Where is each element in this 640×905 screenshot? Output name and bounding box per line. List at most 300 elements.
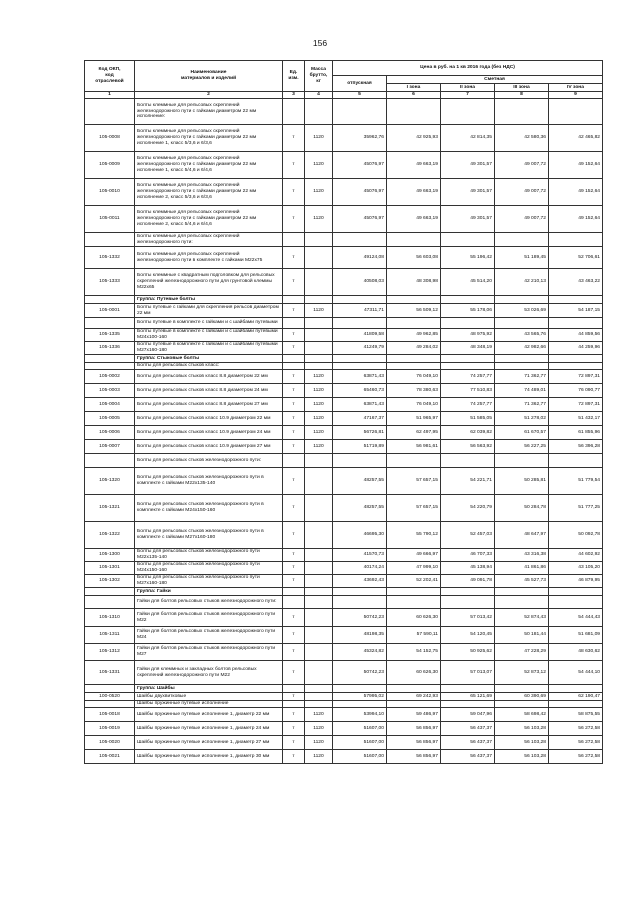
zone-2-price-cell: 42 814,35 bbox=[441, 125, 495, 152]
code-cell: 105-0018 bbox=[85, 708, 135, 722]
name-cell: Болты для рельсовых стыков класс 10.9 диаметром 22 мм bbox=[135, 412, 283, 426]
release-price-cell: 56726,81 bbox=[333, 426, 387, 440]
code-cell: 105-1312 bbox=[85, 644, 135, 661]
table-row bbox=[85, 736, 603, 750]
mass-cell: 1120 bbox=[305, 736, 333, 750]
zone-2-price-cell bbox=[441, 588, 495, 596]
zone-4-price-cell: 49 152,64 bbox=[549, 206, 603, 233]
table-row bbox=[85, 206, 603, 233]
zone-2-price-cell: 48 975,92 bbox=[441, 329, 495, 342]
zone-1-price-cell: 60 626,30 bbox=[387, 609, 441, 627]
unit-cell: т bbox=[283, 495, 305, 522]
zone-1-price-cell bbox=[387, 233, 441, 247]
column-number-cell: 8 bbox=[495, 92, 549, 99]
zone-3-price-cell bbox=[495, 454, 549, 468]
unit-cell: т bbox=[283, 750, 305, 764]
name-cell: Болты путевые в комплекте с гайками и с шайбами путевыми М24х100-160 bbox=[135, 329, 283, 342]
zone-3-price-cell bbox=[495, 296, 549, 304]
release-price-cell bbox=[333, 363, 387, 370]
table-row bbox=[85, 247, 603, 269]
code-cell bbox=[85, 296, 135, 304]
zone-4-price-cell: 44 259,96 bbox=[549, 342, 603, 355]
release-price-cell: 47167,37 bbox=[333, 412, 387, 426]
mass-cell: 1120 bbox=[305, 304, 333, 318]
table-row bbox=[85, 269, 603, 296]
release-price-cell: 63871,43 bbox=[333, 370, 387, 384]
unit-cell: т bbox=[283, 384, 305, 398]
zone-4-price-cell: 49 152,64 bbox=[549, 152, 603, 179]
zone-1-price-cell: 69 242,93 bbox=[387, 693, 441, 701]
name-cell: Гайки для болтов рельсовых стыков железнодорожного пути: bbox=[135, 596, 283, 609]
code-cell bbox=[85, 318, 135, 329]
table-row bbox=[85, 398, 603, 412]
code-cell: 105-1332 bbox=[85, 247, 135, 269]
unit-cell: т bbox=[283, 179, 305, 206]
mass-cell bbox=[305, 562, 333, 575]
name-cell: Гайки для болтов рельсовых стыков железнодорожного пути М24 bbox=[135, 627, 283, 644]
zone-2-price-cell: 57 013,07 bbox=[441, 661, 495, 685]
code-cell: 105-1335 bbox=[85, 329, 135, 342]
zone-2-price-cell bbox=[441, 454, 495, 468]
zone-3-price-cell: 48 647,97 bbox=[495, 522, 549, 549]
zone-3-price-cell bbox=[495, 233, 549, 247]
name-cell: Болты клеммные для рельсовых скреплений железнодорожного пути в комплекте с гайками М22х75 bbox=[135, 247, 283, 269]
unit-cell bbox=[283, 685, 305, 693]
zone-2-price-cell: 77 510,83 bbox=[441, 384, 495, 398]
code-cell: 105-1311 bbox=[85, 627, 135, 644]
mass-cell bbox=[305, 701, 333, 708]
zone-1-price-cell: 57 590,11 bbox=[387, 627, 441, 644]
code-cell: 105-0020 bbox=[85, 736, 135, 750]
name-cell: Болты для рельсовых стыков железнодорожного пути в комплекте с гайками М22х135-140 bbox=[135, 468, 283, 495]
zone-1-price-cell: 47 999,10 bbox=[387, 562, 441, 575]
zone-3-price-cell: 49 007,72 bbox=[495, 206, 549, 233]
zone-3-price-cell: 60 390,69 bbox=[495, 693, 549, 701]
code-cell: 105-0007 bbox=[85, 440, 135, 454]
release-price-cell bbox=[333, 701, 387, 708]
column-number-cell: 1 bbox=[85, 92, 135, 99]
zone-4-price-cell: 54 187,15 bbox=[549, 304, 603, 318]
name-cell: Болты для рельсовых стыков железнодорожного пути М27х160-180 bbox=[135, 575, 283, 588]
release-price-cell: 57995,02 bbox=[333, 693, 387, 701]
code-cell: 105-1302 bbox=[85, 575, 135, 588]
release-price-cell: 45076,97 bbox=[333, 179, 387, 206]
release-price-cell: 41249,79 bbox=[333, 342, 387, 355]
name-cell: Болты клеммные для рельсовых скреплений железнодорожного пути: bbox=[135, 233, 283, 247]
release-price-cell: 45076,97 bbox=[333, 152, 387, 179]
code-cell: 105-1322 bbox=[85, 522, 135, 549]
name-cell: Болты путевые в комплекте с гайками и с шайбами путевыми bbox=[135, 318, 283, 329]
zone-1-header: I зона bbox=[387, 84, 441, 92]
table-row bbox=[85, 708, 603, 722]
zone-4-price-cell: 72 897,31 bbox=[549, 370, 603, 384]
release-price-cell: 48257,55 bbox=[333, 468, 387, 495]
code-cell bbox=[85, 454, 135, 468]
zone-2-price-cell: 74 257,77 bbox=[441, 398, 495, 412]
release-price-cell: 35962,76 bbox=[333, 125, 387, 152]
zone-2-price-cell: 54 221,71 bbox=[441, 468, 495, 495]
zone-3-price-cell bbox=[495, 588, 549, 596]
unit-cell: т bbox=[283, 342, 305, 355]
unit-cell: т bbox=[283, 370, 305, 384]
table-row bbox=[85, 750, 603, 764]
mass-cell: 1120 bbox=[305, 440, 333, 454]
table-row bbox=[85, 495, 603, 522]
mass-cell: 1120 bbox=[305, 426, 333, 440]
table-row bbox=[85, 522, 603, 549]
zone-2-header: II зона bbox=[441, 84, 495, 92]
mass-cell bbox=[305, 296, 333, 304]
code-cell: 105-0008 bbox=[85, 125, 135, 152]
zone-4-price-cell bbox=[549, 588, 603, 596]
zone-4-price-cell: 72 897,31 bbox=[549, 398, 603, 412]
name-cell: Группа: Шайбы bbox=[135, 685, 283, 693]
zone-4-price-cell bbox=[549, 318, 603, 329]
zone-4-price-cell: 51 777,25 bbox=[549, 495, 603, 522]
unit-cell bbox=[283, 454, 305, 468]
zone-2-price-cell: 55 196,42 bbox=[441, 247, 495, 269]
group-row bbox=[85, 296, 603, 304]
table-row bbox=[85, 179, 603, 206]
zone-4-price-cell bbox=[549, 99, 603, 125]
column-number-cell: 4 bbox=[305, 92, 333, 99]
unit-cell bbox=[283, 701, 305, 708]
mass-cell: 1120 bbox=[305, 750, 333, 764]
mass-cell bbox=[305, 549, 333, 562]
release-price-cell: 51607,00 bbox=[333, 722, 387, 736]
zone-1-price-cell: 49 666,97 bbox=[387, 549, 441, 562]
release-price-cell bbox=[333, 318, 387, 329]
release-price-cell: 51719,89 bbox=[333, 440, 387, 454]
name-cell: Болты клеммные для рельсовых скреплений железнодорожного пути с гайками диаметром 22 мм исполнение 2, класс 5/4,6 и 6/4,6 bbox=[135, 206, 283, 233]
zone-3-price-cell: 51 278,02 bbox=[495, 412, 549, 426]
zone-4-price-cell: 62 190,47 bbox=[549, 693, 603, 701]
zone-3-price-cell: 56 103,28 bbox=[495, 736, 549, 750]
release-price-cell: 65460,73 bbox=[333, 384, 387, 398]
code-cell: 105-0019 bbox=[85, 722, 135, 736]
name-cell: Гайки для болтов рельсовых стыков железнодорожного пути М27 bbox=[135, 644, 283, 661]
table-row bbox=[85, 693, 603, 701]
zone-1-price-cell: 52 202,41 bbox=[387, 575, 441, 588]
zone-4-price-cell bbox=[549, 454, 603, 468]
table-row bbox=[85, 722, 603, 736]
code-cell: 105-1301 bbox=[85, 562, 135, 575]
zone-4-price-cell: 56 272,58 bbox=[549, 736, 603, 750]
unit-cell: т bbox=[283, 609, 305, 627]
name-cell: Болты клеммные для рельсовых скреплений железнодорожного пути с гайками диаметром 22 мм исполнение 1, класс 5/3,6 и 6/3,6 bbox=[135, 125, 283, 152]
name-cell: Шайбы пружинные путевые исполнение 1, диаметр 24 мм bbox=[135, 722, 283, 736]
code-cell: 105-0006 bbox=[85, 426, 135, 440]
release-price-cell: 50742,23 bbox=[333, 609, 387, 627]
table-row bbox=[85, 549, 603, 562]
unit-cell: т bbox=[283, 269, 305, 296]
name-cell: Болты клеммные для рельсовых скреплений железнодорожного пути с гайками диаметром 22 мм исполнение: bbox=[135, 99, 283, 125]
zone-4-price-cell bbox=[549, 233, 603, 247]
zone-4-price-cell: 48 630,62 bbox=[549, 644, 603, 661]
column-number-cell: 5 bbox=[333, 92, 387, 99]
price-title: Цена в руб. на 1 кв 2016 года (без НДС) bbox=[333, 61, 603, 76]
name-cell: Шайбы пружинные путевые исполнение 1, диаметр 27 мм bbox=[135, 736, 283, 750]
code-cell: 105-1333 bbox=[85, 269, 135, 296]
zone-4-price-cell: 54 444,43 bbox=[549, 609, 603, 627]
zone-2-price-cell bbox=[441, 355, 495, 363]
column-number-row bbox=[85, 92, 603, 99]
zone-1-price-cell bbox=[387, 318, 441, 329]
mass-cell bbox=[305, 329, 333, 342]
code-cell: 105-0002 bbox=[85, 370, 135, 384]
zone-2-price-cell: 57 013,42 bbox=[441, 609, 495, 627]
mass-cell: 1120 bbox=[305, 370, 333, 384]
code-header: Код ОКП, код отраслевой bbox=[85, 61, 135, 92]
zone-1-price-cell: 56 603,08 bbox=[387, 247, 441, 269]
mass-header: Масса брутто, кг bbox=[305, 61, 333, 92]
unit-cell: т bbox=[283, 247, 305, 269]
name-cell: Болты для рельсовых стыков железнодорожного пути М24х150-160 bbox=[135, 562, 283, 575]
mass-cell bbox=[305, 588, 333, 596]
zone-1-price-cell: 57 657,15 bbox=[387, 468, 441, 495]
mass-cell: 1120 bbox=[305, 398, 333, 412]
zone-3-price-cell: 74 489,01 bbox=[495, 384, 549, 398]
zone-3-price-cell: 58 698,42 bbox=[495, 708, 549, 722]
unit-cell: т bbox=[283, 549, 305, 562]
zone-3-price-cell: 52 873,12 bbox=[495, 661, 549, 685]
zone-3-price-cell: 71 362,77 bbox=[495, 398, 549, 412]
mass-cell: 1120 bbox=[305, 384, 333, 398]
zone-1-price-cell: 49 663,19 bbox=[387, 152, 441, 179]
zone-2-price-cell: 62 039,82 bbox=[441, 426, 495, 440]
code-cell: 100-0520 bbox=[85, 693, 135, 701]
zone-4-price-cell: 43 463,22 bbox=[549, 269, 603, 296]
code-cell: 105-0003 bbox=[85, 384, 135, 398]
zone-3-price-cell bbox=[495, 596, 549, 609]
estimate-price-header: Сметная bbox=[387, 76, 603, 84]
code-cell: 105-1331 bbox=[85, 661, 135, 685]
zone-1-price-cell: 60 626,30 bbox=[387, 661, 441, 685]
unit-cell: т bbox=[283, 708, 305, 722]
zone-4-price-cell bbox=[549, 363, 603, 370]
zone-3-price-cell: 61 670,57 bbox=[495, 426, 549, 440]
zone-3-price-cell: 45 527,73 bbox=[495, 575, 549, 588]
unit-cell: т bbox=[283, 468, 305, 495]
zone-1-price-cell bbox=[387, 685, 441, 693]
zone-3-price-cell bbox=[495, 363, 549, 370]
zone-4-price-cell: 56 272,58 bbox=[549, 750, 603, 764]
price-table bbox=[84, 60, 603, 764]
zone-1-price-cell: 51 965,97 bbox=[387, 412, 441, 426]
name-cell: Шайбы пружинные путевые исполнение 1, диаметр 30 мм bbox=[135, 750, 283, 764]
zone-2-price-cell bbox=[441, 318, 495, 329]
zone-4-price-cell: 50 092,78 bbox=[549, 522, 603, 549]
unit-cell: т bbox=[283, 562, 305, 575]
zone-1-price-cell bbox=[387, 701, 441, 708]
column-number-cell: 3 bbox=[283, 92, 305, 99]
zone-3-price-cell bbox=[495, 701, 549, 708]
zone-3-price-cell: 56 227,25 bbox=[495, 440, 549, 454]
zone-2-price-cell: 52 457,03 bbox=[441, 522, 495, 549]
release-price-cell bbox=[333, 588, 387, 596]
zone-2-price-cell bbox=[441, 685, 495, 693]
unit-cell: т bbox=[283, 329, 305, 342]
code-cell: 105-1320 bbox=[85, 468, 135, 495]
column-number-cell: 7 bbox=[441, 92, 495, 99]
mass-cell bbox=[305, 233, 333, 247]
zone-2-price-cell bbox=[441, 233, 495, 247]
zone-3-header: III зона bbox=[495, 84, 549, 92]
zone-1-price-cell: 48 308,98 bbox=[387, 269, 441, 296]
zone-3-price-cell: 42 580,36 bbox=[495, 125, 549, 152]
zone-4-price-cell: 46 879,95 bbox=[549, 575, 603, 588]
name-cell: Шайбы пружинные путевые исполнение bbox=[135, 701, 283, 708]
table-row bbox=[85, 609, 603, 627]
name-cell: Гайки для болтов рельсовых стыков железнодорожного пути М22 bbox=[135, 609, 283, 627]
name-cell: Группа: Гайки bbox=[135, 588, 283, 596]
name-cell: Болты путевые с гайками для скрепления рельсов диаметром 22 мм bbox=[135, 304, 283, 318]
release-price-cell: 45076,97 bbox=[333, 206, 387, 233]
code-cell bbox=[85, 701, 135, 708]
zone-3-price-cell: 49 007,72 bbox=[495, 179, 549, 206]
zone-1-price-cell: 56 509,12 bbox=[387, 304, 441, 318]
mass-cell bbox=[305, 644, 333, 661]
name-cell: Болты для рельсовых стыков железнодорожного пути М22х135-140 bbox=[135, 549, 283, 562]
zone-1-price-cell: 56 856,97 bbox=[387, 750, 441, 764]
zone-2-price-cell: 55 178,06 bbox=[441, 304, 495, 318]
name-cell: Гайки для клеммных и закладных болтов рельсовых скреплений железнодорожного пути М22 bbox=[135, 661, 283, 685]
code-cell bbox=[85, 588, 135, 596]
release-price-cell: 50742,23 bbox=[333, 661, 387, 685]
table-row bbox=[85, 468, 603, 495]
unit-cell: т bbox=[283, 575, 305, 588]
zone-4-price-cell bbox=[549, 596, 603, 609]
code-cell bbox=[85, 355, 135, 363]
release-price-cell: 48198,35 bbox=[333, 627, 387, 644]
release-price-cell: 40174,24 bbox=[333, 562, 387, 575]
mass-cell bbox=[305, 575, 333, 588]
zone-4-price-cell bbox=[549, 355, 603, 363]
zone-1-price-cell: 49 284,02 bbox=[387, 342, 441, 355]
zone-1-price-cell: 62 497,95 bbox=[387, 426, 441, 440]
zone-4-price-cell: 56 396,28 bbox=[549, 440, 603, 454]
name-cell: Болты для рельсовых стыков железнодорожного пути в комплекте с гайками М24х150-160 bbox=[135, 495, 283, 522]
zone-4-price-cell bbox=[549, 701, 603, 708]
name-cell: Болты клеммные для рельсовых скреплений железнодорожного пути с гайками диаметром 22 мм исполнение 2, класс 5/3,6 и 6/3,6 bbox=[135, 179, 283, 206]
code-cell: 105-1321 bbox=[85, 495, 135, 522]
zone-4-price-cell: 42 465,82 bbox=[549, 125, 603, 152]
table-row bbox=[85, 370, 603, 384]
mass-cell: 1120 bbox=[305, 722, 333, 736]
zone-2-price-cell: 48 348,19 bbox=[441, 342, 495, 355]
unit-cell bbox=[283, 296, 305, 304]
zone-3-price-cell: 49 007,72 bbox=[495, 152, 549, 179]
code-cell: 105-0021 bbox=[85, 750, 135, 764]
unit-cell: т bbox=[283, 661, 305, 685]
zone-2-price-cell: 49 301,57 bbox=[441, 206, 495, 233]
unit-cell: т bbox=[283, 398, 305, 412]
zone-4-price-cell: 51 681,09 bbox=[549, 627, 603, 644]
zone-4-price-cell: 44 859,56 bbox=[549, 329, 603, 342]
zone-3-price-cell bbox=[495, 685, 549, 693]
table-row bbox=[85, 627, 603, 644]
table-row bbox=[85, 99, 603, 125]
zone-3-price-cell: 71 362,77 bbox=[495, 370, 549, 384]
unit-cell: т bbox=[283, 152, 305, 179]
zone-2-price-cell bbox=[441, 701, 495, 708]
zone-3-price-cell: 51 189,45 bbox=[495, 247, 549, 269]
unit-cell: т bbox=[283, 426, 305, 440]
code-cell: 105-0004 bbox=[85, 398, 135, 412]
release-price-header: отпускная bbox=[333, 76, 387, 92]
release-price-cell: 51607,00 bbox=[333, 736, 387, 750]
zone-2-price-cell: 49 091,78 bbox=[441, 575, 495, 588]
unit-cell: т bbox=[283, 736, 305, 750]
name-cell: Болты для рельсовых стыков железнодорожного пути в комплекте с гайками М27х160-180 bbox=[135, 522, 283, 549]
name-cell: Шайбы пружинные путевые исполнение 1, диаметр 22 мм bbox=[135, 708, 283, 722]
release-price-cell: 46695,30 bbox=[333, 522, 387, 549]
unit-cell: т bbox=[283, 206, 305, 233]
group-row bbox=[85, 588, 603, 596]
zone-1-price-cell: 49 663,19 bbox=[387, 206, 441, 233]
zone-4-price-cell: 52 706,61 bbox=[549, 247, 603, 269]
zone-2-price-cell: 59 047,96 bbox=[441, 708, 495, 722]
table-row bbox=[85, 661, 603, 685]
zone-3-price-cell: 56 103,28 bbox=[495, 750, 549, 764]
name-cell: Болты для рельсовых стыков класс 8.8 диаметром 27 мм bbox=[135, 398, 283, 412]
mass-cell bbox=[305, 454, 333, 468]
table-row bbox=[85, 440, 603, 454]
unit-cell bbox=[283, 99, 305, 125]
code-cell: 105-1310 bbox=[85, 609, 135, 627]
table-row bbox=[85, 233, 603, 247]
zone-3-price-cell: 56 103,28 bbox=[495, 722, 549, 736]
table-row bbox=[85, 562, 603, 575]
zone-2-price-cell: 56 437,37 bbox=[441, 722, 495, 736]
mass-cell bbox=[305, 495, 333, 522]
table-row bbox=[85, 329, 603, 342]
code-cell: 105-1336 bbox=[85, 342, 135, 355]
zone-4-price-cell: 56 272,58 bbox=[549, 722, 603, 736]
column-number-cell: 9 bbox=[549, 92, 603, 99]
name-cell: Болты для рельсовых стыков класс 10.9 диаметром 27 мм bbox=[135, 440, 283, 454]
zone-2-price-cell: 74 257,77 bbox=[441, 370, 495, 384]
zone-1-price-cell: 42 925,93 bbox=[387, 125, 441, 152]
zone-1-price-cell bbox=[387, 99, 441, 125]
mass-cell bbox=[305, 99, 333, 125]
name-cell: Болты для рельсовых стыков железнодорожного пути: bbox=[135, 454, 283, 468]
zone-1-price-cell: 76 049,10 bbox=[387, 398, 441, 412]
zone-1-price-cell: 57 657,15 bbox=[387, 495, 441, 522]
zone-4-price-cell: 44 602,92 bbox=[549, 549, 603, 562]
column-number-cell: 6 bbox=[387, 92, 441, 99]
zone-3-price-cell: 52 874,43 bbox=[495, 609, 549, 627]
name-cell: Группа: Путевые болты bbox=[135, 296, 283, 304]
zone-3-price-cell bbox=[495, 318, 549, 329]
table-body bbox=[85, 99, 603, 764]
release-price-cell: 51607,00 bbox=[333, 750, 387, 764]
mass-cell bbox=[305, 342, 333, 355]
zone-1-price-cell bbox=[387, 355, 441, 363]
zone-3-price-cell: 42 982,66 bbox=[495, 342, 549, 355]
zone-1-price-cell bbox=[387, 596, 441, 609]
table-row bbox=[85, 304, 603, 318]
release-price-cell bbox=[333, 454, 387, 468]
zone-3-price-cell bbox=[495, 355, 549, 363]
zone-2-price-cell: 45 138,94 bbox=[441, 562, 495, 575]
page-number: 156 bbox=[312, 38, 328, 48]
code-cell: 105-0001 bbox=[85, 304, 135, 318]
zone-1-price-cell: 49 663,19 bbox=[387, 179, 441, 206]
mass-cell bbox=[305, 468, 333, 495]
unit-cell: т bbox=[283, 412, 305, 426]
zone-4-header: IV зона bbox=[549, 84, 603, 92]
